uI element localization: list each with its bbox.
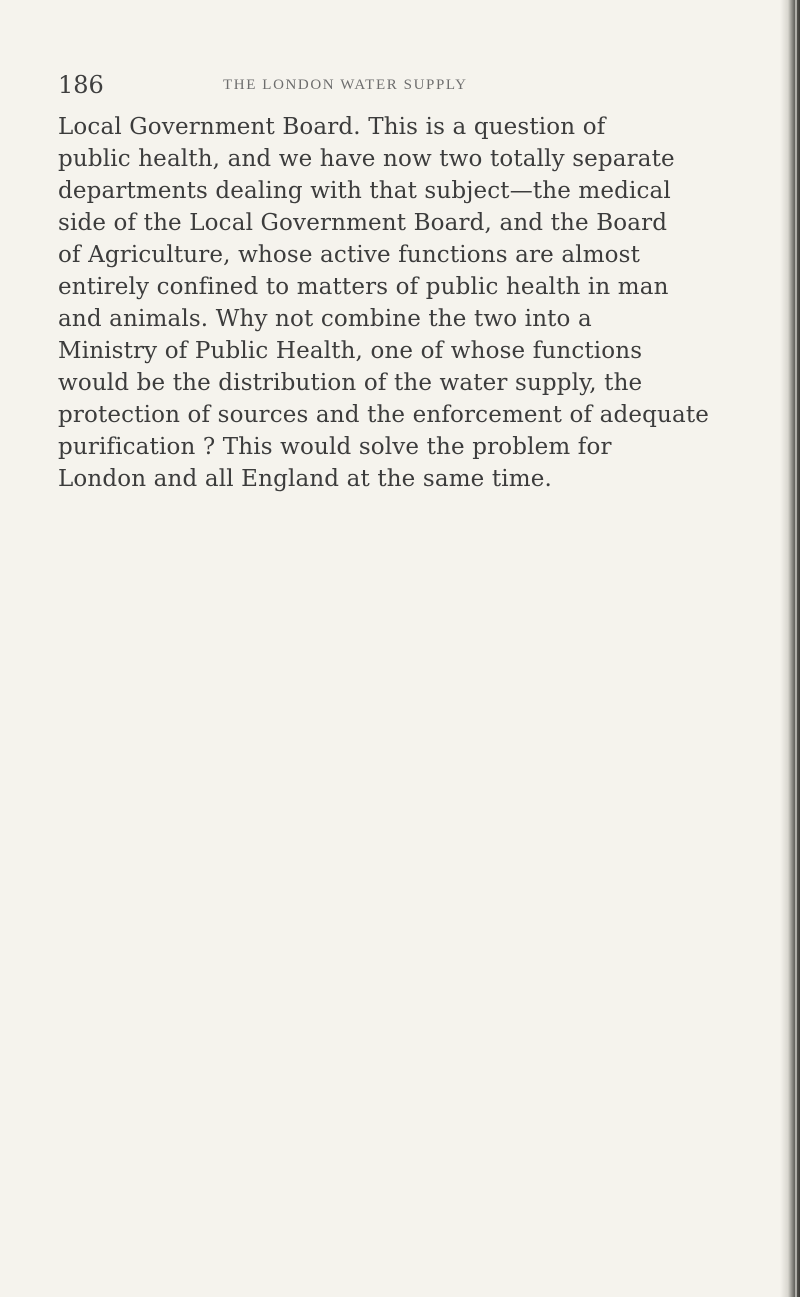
text-line: would be the distribution of the water supply, the <box>58 370 643 396</box>
text-line: protection of sources and the enforcement of adequate <box>58 402 709 428</box>
text-line: Local Government Board. This is a question of <box>58 114 606 140</box>
page-number: 186 <box>58 71 104 99</box>
text-line: Ministry of Public Health, one of whose functions <box>58 338 643 364</box>
text-line: of Agriculture, whose active functions are almost <box>58 242 641 268</box>
binding-highlight <box>795 0 797 1297</box>
text-line: and animals. Why not combine the two into a <box>58 306 592 332</box>
binding-edge <box>780 0 800 1297</box>
text-line: London and all England at the same time. <box>58 466 552 492</box>
text-line: entirely confined to matters of public health in man <box>58 274 669 300</box>
text-line: purification ? This would solve the problem for <box>58 434 612 460</box>
running-title: THE LONDON WATER SUPPLY <box>223 77 468 93</box>
running-head <box>58 70 748 106</box>
text-line: side of the Local Government Board, and the Board <box>58 210 668 236</box>
text-line: public health, and we have now two totally separate <box>58 146 675 172</box>
body-text <box>58 111 763 495</box>
text-line: departments dealing with that subject—the medical <box>58 178 671 204</box>
